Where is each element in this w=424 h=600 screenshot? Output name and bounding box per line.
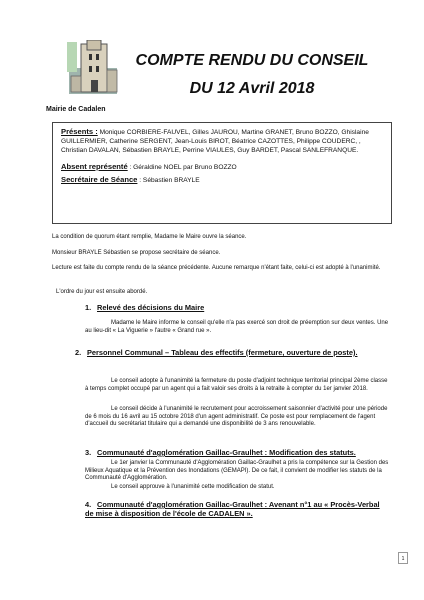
intro-paragraph-4: L'ordre du jour est ensuite abordé. — [56, 289, 148, 295]
section-1-body: Madame le Maire informe le conseil qu'elle n'a pas exercé son droit de préemption sur deux ventes. Une au lieu-dit « La Viguerie » l'autre « Grand rue ». — [85, 320, 389, 334]
page-number: 1 — [398, 552, 408, 564]
presents-label: Présents : — [61, 127, 98, 136]
attendance-box — [52, 122, 392, 224]
absent-text: : Géraldine NOEL par Bruno BOZZO — [127, 163, 237, 171]
section-2-title: Personnel Communal – Tableau des effectifs (fermeture, ouverture de poste). — [87, 348, 358, 357]
section-4-heading — [85, 500, 390, 518]
church-logo — [67, 40, 119, 98]
section-3-title: Communauté d'agglomération Gaillac-Graulhet : Modification des statuts. — [97, 448, 356, 457]
section-4-number: 4. — [85, 500, 92, 509]
absent-label: Absent représenté — [61, 161, 128, 171]
section-1-heading — [85, 303, 390, 312]
presents-row — [61, 127, 383, 156]
intro-paragraph-3: Lecture est faite du compte rendu de la séance précédente. Aucune remarque n'étant faite, celui-ci est adopté à l'unanimité. — [52, 265, 381, 271]
section-1-title: Relevé des décisions du Maire — [97, 303, 205, 312]
secretary-text: : Sébastien BRAYLE — [137, 176, 200, 184]
section-3-number: 3. — [85, 448, 92, 457]
section-2-number: 2. — [75, 348, 82, 357]
section-1-number: 1. — [85, 303, 92, 312]
section-2-body-1: Le conseil adopte à l'unanimité la fermeture du poste d'adjoint technique territorial principal 2ème classe à temps complet occupé par un agent qui a fait valoir ses droits à la retraite à compter du 1er janvier 2018. — [85, 378, 388, 392]
section-3-body-1: Le 1er janvier la Communauté d'Agglomération Gaillac-Graulhet a pris la compétence sur la Gestion des Milieux Aquatique et la Prévention des Inondations (GEMAPI). De ce fait, il convient de modifier les statuts de la Communauté d'Agglomération. — [85, 460, 389, 482]
intro-paragraph-1: La condition de quorum étant remplie, Madame le Maire ouvre la séance. — [52, 234, 247, 240]
section-3-heading — [85, 448, 390, 457]
absent-row — [61, 162, 383, 172]
intro-paragraph-2: Monsieur BRAYLE Sébastien se propose secrétaire de séance. — [52, 250, 221, 256]
mairie-label: Mairie de Cadalen — [46, 106, 106, 113]
presents-text: Monique CORBIERE-FAUVEL, Gilles JAUROU, Martine GRANET, Bruno BOZZO, Ghislaine GUILLERMIER, Catherine SERGENT, Jean-Louis BIROT, Béatrice CAZOTTES, Philippe COUDERC, , Christian DAVALAN, Sébastien BRAYLE, Perrine VIAULES, Guy BARDET, Pascal SANLEFRANQUE. — [61, 129, 369, 155]
section-4-title: Communauté d'agglomération Gaillac-Graulhet : Avenant n°1 au « Procès-Verbal de mise à disposition de l'école de CADALEN ». — [85, 500, 380, 519]
secretary-label: Secrétaire de Séance — [61, 174, 138, 184]
document-title: COMPTE RENDU DU CONSEIL — [135, 52, 369, 69]
document-date: DU 12 Avril 2018 — [189, 80, 315, 97]
secretary-row — [61, 175, 383, 185]
section-2-body-2: Le conseil décide à l'unanimité le recrutement pour accroissement saisonnier d'activité pour une période de 6 mois du 16 avril au 15 octobre 2018 d'un agent administratif. Ce poste est pour remplacement de l'agent d'accueil du secrétariat titulaire qui a demandé une disponibilité de 3 ans renouvelable. — [85, 406, 388, 428]
section-3-body-2: Le conseil approuve à l'unanimité cette modification de statut. — [111, 484, 275, 490]
section-2-heading — [75, 348, 393, 357]
